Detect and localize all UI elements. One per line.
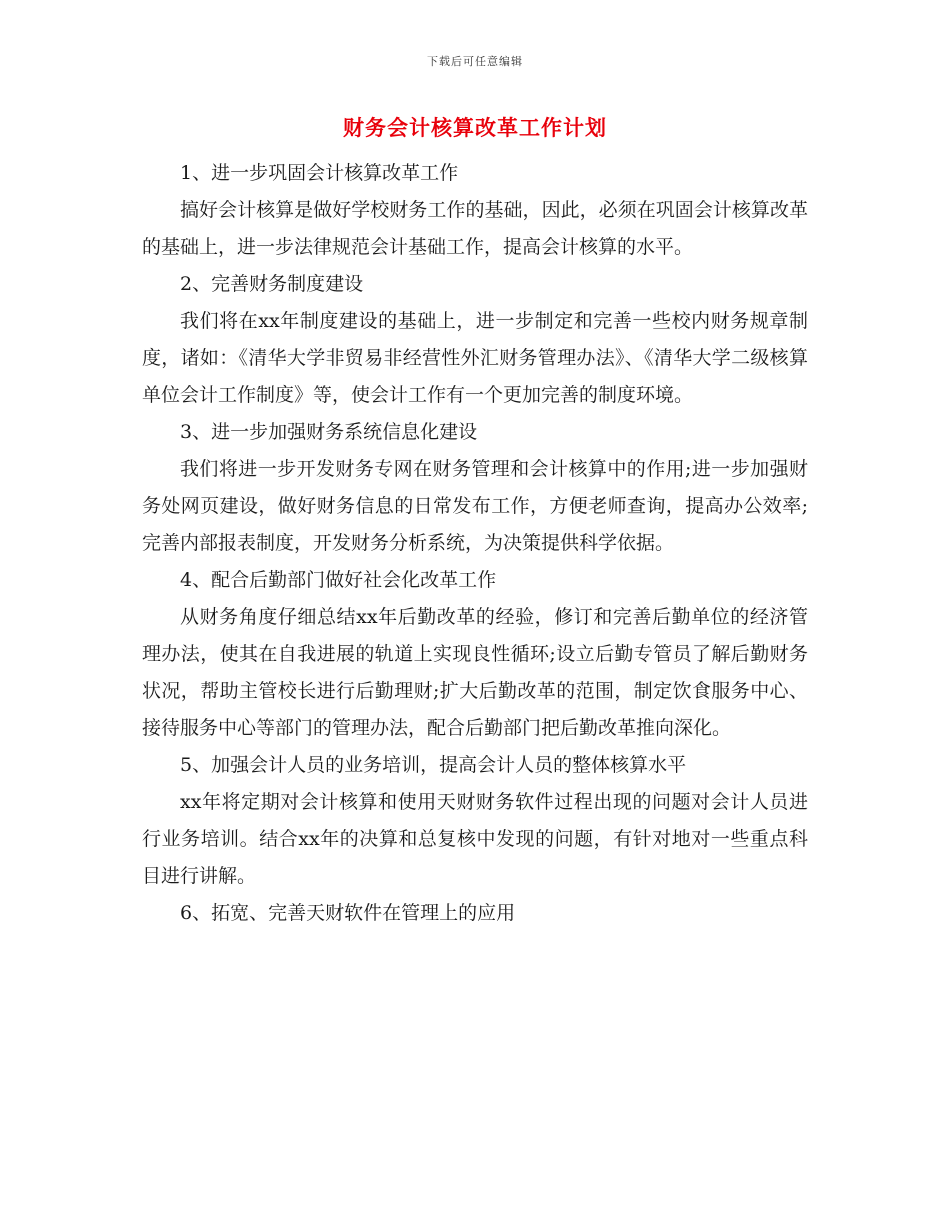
section-paragraph-2: 我们将在xx年制度建设的基础上，进一步制定和完善一些校内财务规章制度，诸如：《清华大学非贸易非经营性外汇财务管理办法》、《清华大学二级核算单位会计工作制度》等，使会计工作有一个更加完善的制度环境。 — [142, 310, 808, 406]
section-heading-1: 1、进一步巩固会计核算改革工作 — [180, 162, 459, 184]
section-paragraph-3: 我们将进一步开发财务专网在财务管理和会计核算中的作用;进一步加强财务处网页建设，做好财务信息的日常发布工作，方便老师查询，提高办公效率;完善内部报表制度，开发财务分析系统，为决策提供科学依据。 — [142, 458, 808, 554]
section-heading-4: 4、配合后勤部门做好社会化改革工作 — [180, 569, 497, 591]
document-body — [142, 155, 808, 932]
section-heading-3: 3、进一步加强财务系统信息化建设 — [180, 421, 478, 443]
section-paragraph-1: 搞好会计核算是做好学校财务工作的基础，因此，必须在巩固会计核算改革的基础上，进一步法律规范会计基础工作，提高会计核算的水平。 — [142, 199, 808, 258]
document-title: 财务会计核算改革工作计划 — [343, 115, 607, 140]
page-header-note: 下载后可任意编辑 — [427, 55, 523, 68]
section-paragraph-5: xx年将定期对会计核算和使用天财财务软件过程出现的问题对会计人员进行业务培训。结合xx年的决算和总复核中发现的问题，有针对地对一些重点科目进行讲解。 — [142, 791, 808, 887]
section-heading-5: 5、加强会计人员的业务培训，提高会计人员的整体核算水平 — [180, 754, 687, 776]
section-paragraph-4: 从财务角度仔细总结xx年后勤改革的经验，修订和完善后勤单位的经济管理办法，使其在自我进展的轨道上实现良性循环;设立后勤专管员了解后勤财务状况，帮助主管校长进行后勤理财;扩大后勤改革的范围，制定饮食服务中心、接待服务中心等部门的管理办法，配合后勤部门把后勤改革推向深化。 — [142, 606, 808, 739]
section-heading-6: 6、拓宽、完善天财软件在管理上的应用 — [180, 902, 516, 924]
section-heading-2: 2、完善财务制度建设 — [180, 273, 364, 295]
